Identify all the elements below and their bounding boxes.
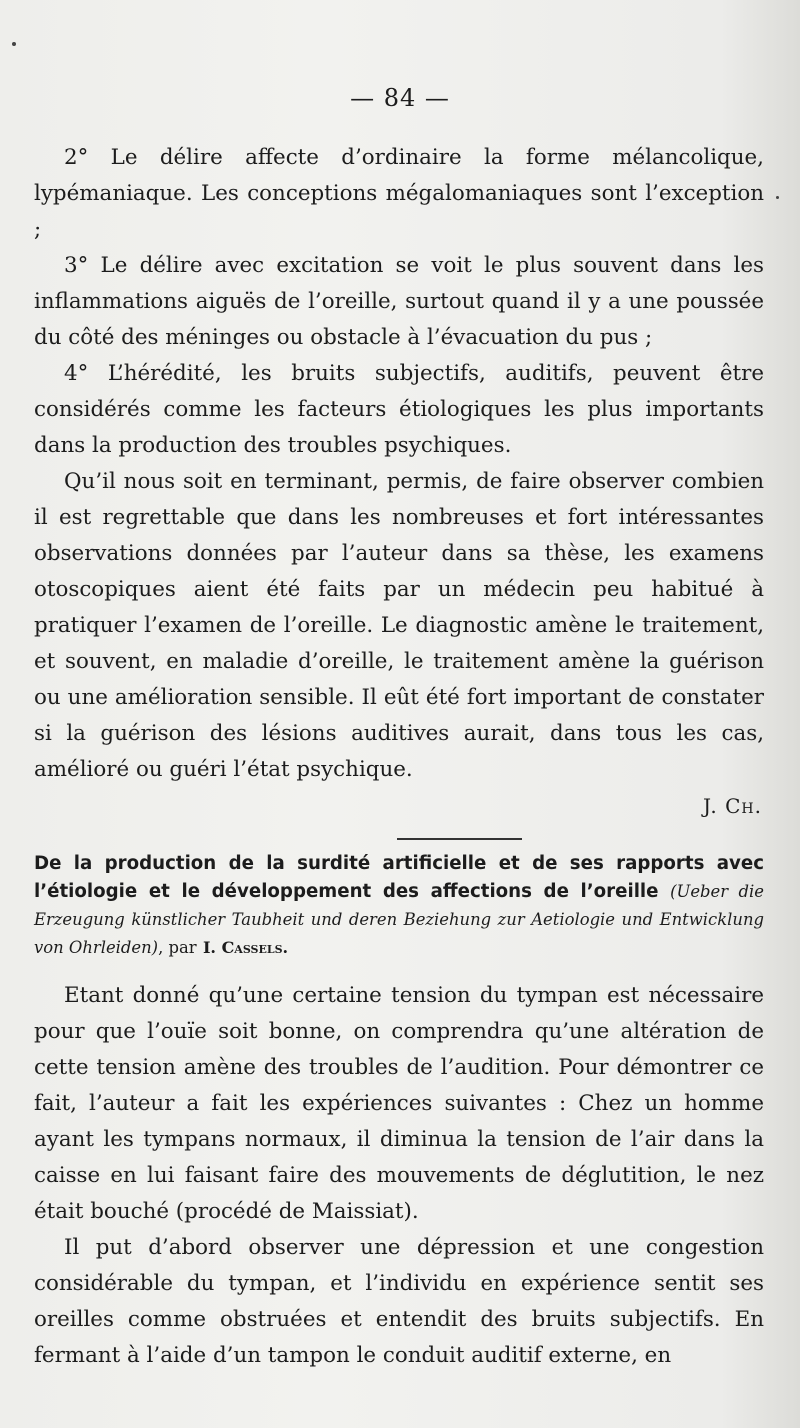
section-divider — [397, 838, 522, 840]
article-title: De la production de la surdité artificielle et de ses rapports avec l’étiologie et le développement des affections de l’oreille — [34, 853, 764, 902]
section-conclusions — [34, 140, 764, 1374]
signature: J. Ch. — [702, 794, 762, 818]
paragraph-closing-remark: Qu’il nous soit en terminant, permis, de faire observer combien il est regrettable que dans les nombreuses et fort intéressantes observations données par l’auteur dans sa thèse, les examens otoscopiques aient été faits par un médecin peu habitué à pratiquer l’examen de l’oreille. Le diagnostic amène le traitement, et souvent, en maladie d’oreille, le traitement amène la guérison ou une amélioration sensible. Il eût été fort important de constater si la guérison des lésions auditives aurait, dans tous les cas, amélioré ou guéri l’état psychique. — [34, 469, 764, 782]
article-author: I. Cassels. — [202, 938, 289, 957]
article-heading — [34, 850, 764, 962]
paragraph-point-3: 3° Le délire avec excitation se voit le plus souvent dans les inflammations aiguës de l’oreille, surtout quand il y a une poussée du côté des méninges ou obstacle à l’évacuation du pus ; — [34, 253, 764, 350]
article-german-title: (Ueber die Erzeugung künstlicher Taubheit und deren Beziehung zur Aetiologie und Entwicklung von Ohrleiden) — [34, 882, 764, 957]
paragraph-observation: Il put d’abord observer une dépression et une congestion considérable du tympan, et l’individu en expérience sentit ses oreilles comme obstruées et entendit des bruits subjectifs. En fermant à l’aide d’un tampon le conduit auditif externe, en — [34, 1235, 764, 1368]
paragraph-tension: Etant donné qu’une certaine tension du tympan est nécessaire pour que l’ouïe soit bonne, on comprendra qu’une altération de cette tension amène des troubles de l’audition. Pour démontrer ce fait, l’auteur a fait les expériences suivantes : Chez un homme ayant les tympans normaux, il diminua la tension de l’air dans la caisse en lui faisant faire des mouvements de déglutition, le nez était bouché (procédé de Maissiat). — [34, 983, 764, 1224]
paragraph-point-2: 2° Le délire affecte d’ordinaire la forme mélancolique, lypémaniaque. Les conceptions mégalomaniaques sont l’exception ; — [34, 145, 764, 242]
speck — [776, 196, 779, 199]
paragraph-point-4: 4° L’hérédité, les bruits subjectifs, auditifs, peuvent être considérés comme les facteurs étiologiques les plus importants dans la production des troubles psychiques. — [34, 361, 764, 458]
article-by: , par — [158, 938, 197, 957]
page-number: — 84 — — [350, 84, 450, 112]
speck — [12, 42, 16, 46]
